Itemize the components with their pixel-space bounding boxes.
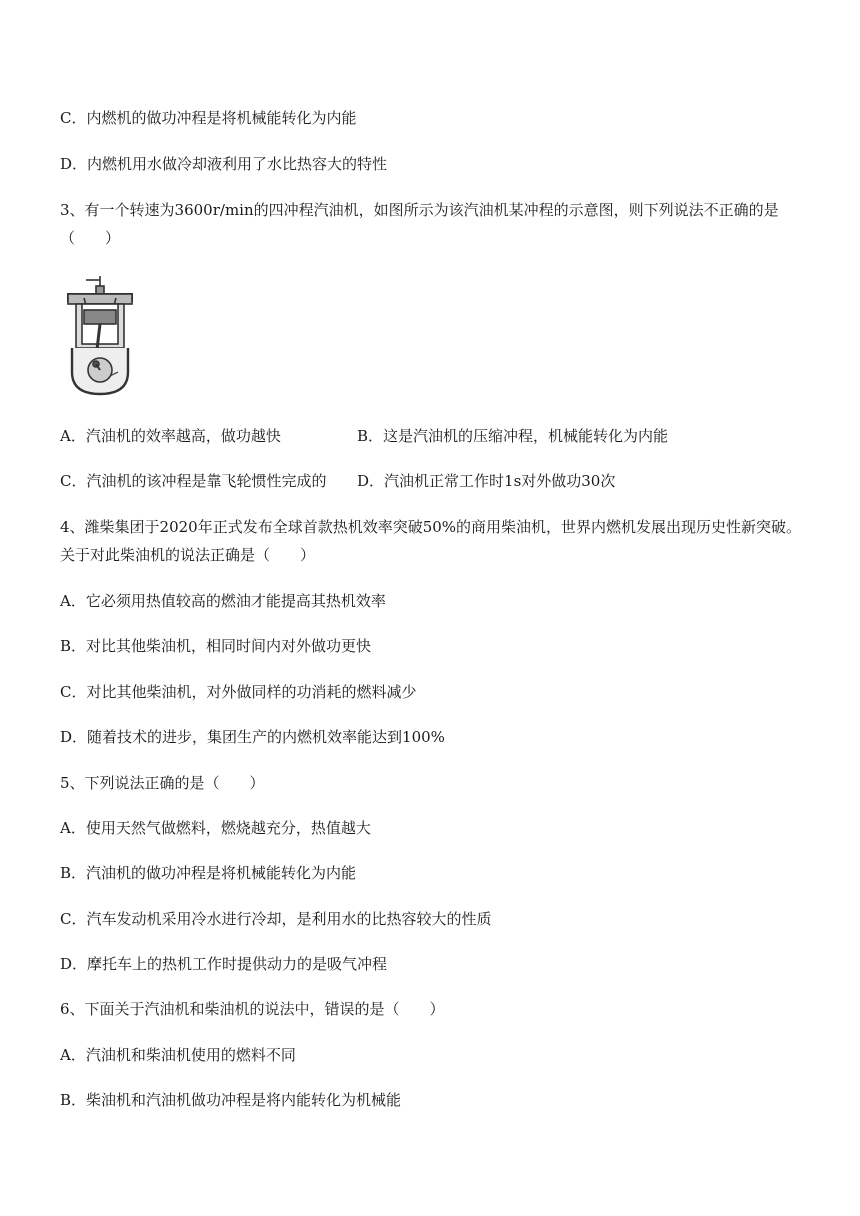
q3-option-b: B．这是汽油机的压缩冲程，机械能转化为内能 [357, 427, 669, 445]
q3-stem: 3、有一个转速为3600r/min的四冲程汽油机，如图所示为该汽油机某冲程的示意图，则下列说法不正确的是（ ） [60, 201, 779, 247]
q6-option-a: A．汽油机和柴油机使用的燃料不同 [60, 1046, 296, 1064]
q3-option-c: C．汽油机的该冲程是靠飞轮惯性完成的 [60, 472, 327, 490]
q4-option-b: B．对比其他柴油机，相同时间内对外做功更快 [60, 637, 372, 655]
q5-option-a: A．使用天然气做燃料，燃烧越充分，热值越大 [60, 819, 371, 837]
q3-option-a: A．汽油机的效率越高，做功越快 [60, 427, 281, 445]
q4-option-a: A．它必须用热值较高的燃油才能提高其热机效率 [60, 592, 386, 610]
q5-option-c: C．汽车发动机采用冷水进行冷却，是利用水的比热容较大的性质 [60, 910, 492, 928]
q5-option-b: B．汽油机的做功冲程是将机械能转化为内能 [60, 864, 357, 882]
q6-stem: 6、下面关于汽油机和柴油机的说法中，错误的是（ ） [60, 1000, 445, 1018]
q6-option-b: B．柴油机和汽油机做功冲程是将内能转化为机械能 [60, 1091, 402, 1109]
engine-stroke-figure [62, 272, 142, 400]
q4-option-c: C．对比其他柴油机，对外做同样的功消耗的燃料减少 [60, 683, 417, 701]
q5-stem: 5、下列说法正确的是（ ） [60, 774, 265, 792]
q4-stem: 4、潍柴集团于2020年正式发布全球首款热机效率突破50%的商用柴油机，世界内燃机发展出现历史性新突破。关于对此柴油机的说法正确是（ ） [60, 518, 802, 564]
q4-option-d: D．随着技术的进步，集团生产的内燃机效率能达到100% [60, 728, 445, 746]
q2-option-c: C．内燃机的做功冲程是将机械能转化为内能 [60, 109, 357, 127]
q5-option-d: D．摩托车上的热机工作时提供动力的是吸气冲程 [60, 955, 388, 973]
q2-option-d: D．内燃机用水做冷却液利用了水比热容大的特性 [60, 155, 388, 173]
q3-option-d: D．汽油机正常工作时1s对外做功30次 [357, 472, 616, 490]
